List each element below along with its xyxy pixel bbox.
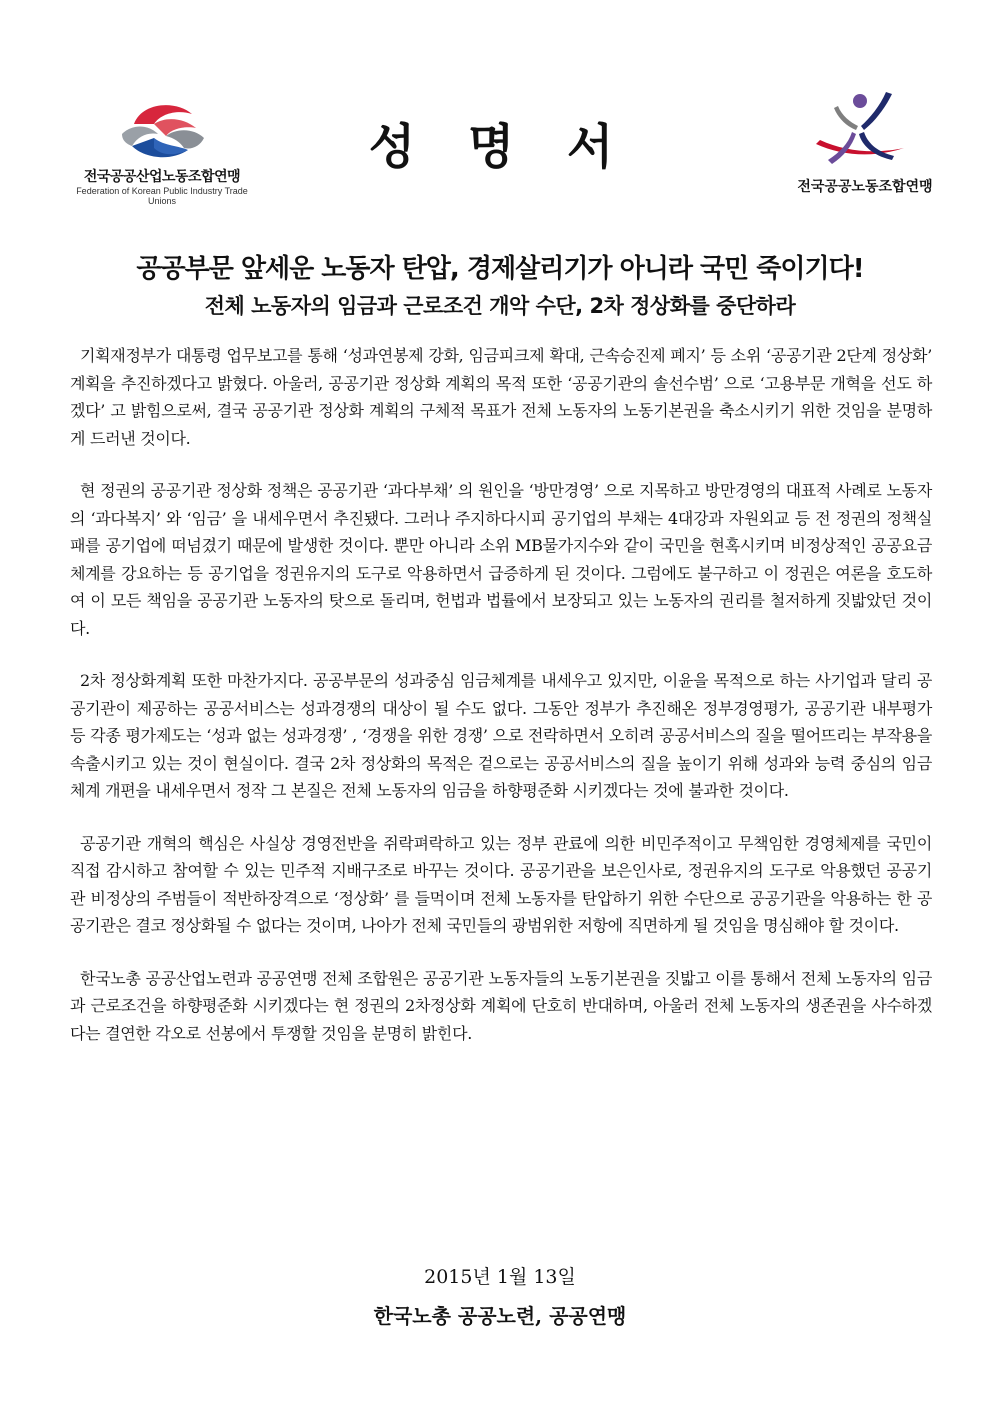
signatories: 한국노총 공공노련, 공공연맹	[373, 1304, 627, 1328]
right-org-name-ko: 전국공공노동조합연맹	[797, 179, 933, 195]
subheadline: 전체 노동자의 임금과 근로조건 개악 수단, 2차 정상화를 중단하라	[204, 294, 796, 318]
paragraph: 한국노총 공공산업노련과 공공연맹 전체 조합원은 공공기관 노동자들의 노동기본권을 짓밟고 이를 통해서 전체 노동자의 임금과 근로조건을 하향평준화 시키겠다는 현 정권의 2차정상화 계획에 단호히 반대하며, 아울러 전체 노동자의 생존권을 사수하겠다는 결연한 각오로 선봉에서 투쟁할 것임을 분명히 밝힌다.	[70, 968, 932, 1043]
page-title: 성 명 서	[368, 119, 632, 175]
left-org-name-ko: 전국공공산업노동조합연맹	[83, 169, 241, 185]
statement-body	[70, 342, 932, 1072]
headline: 공공부문 앞세운 노동자 탄압, 경제살리기가 아니라 국민 죽이기다!	[136, 254, 864, 284]
right-org-logo	[770, 92, 960, 212]
paragraph: 2차 정상화계획 또한 마찬가지다. 공공부문의 성과중심 임금체계를 내세우고 있지만, 이윤을 목적으로 하는 사기업과 달리 공공기관이 제공하는 공공서비스는 성과경쟁의 대상이 될 수도 없다. 그동안 정부가 추진해온 정부경영평가, 공공기관 내부평가 등 각종 평가제도는 ‘성과 없는 성과경쟁’ , ‘경쟁을 위한 경쟁’ 으로 전락하면서 오히려 공공서비스의 질을 떨어뜨리는 부작용을 속출시키고 있는 것이 현실이다. 결국 2차 정상화의 목적은 겉으로는 공공서비스의 질을 높이기 위해 성과와 능력 중심의 임금체계 개편을 내세우면서 정작 그 본질은 전체 노동자의 임금을 하향평준화 시키겠다는 것에 불과한 것이다.	[70, 671, 932, 800]
paragraph: 기획재정부가 대통령 업무보고를 통해 ‘성과연봉제 강화, 임금피크제 확대, 근속승진제 폐지’ 등 소위 ‘공공기관 2단계 정상화’ 계획을 추진하겠다고 밝혔다. 아울러, 공공기관 정상화 계획의 목적 또한 ‘공공기관의 솔선수범’ 으로 ‘고용부문 개혁을 선도 하겠다’ 고 밝힘으로써, 결국 공공기관 정상화 계획의 구체적 목표가 전체 노동자의 노동기본권을 축소시키기 위한 것임을 분명하게 드러낸 것이다.	[70, 346, 932, 448]
paragraph: 공공기관 개혁의 핵심은 사실상 경영전반을 쥐락펴락하고 있는 정부 관료에 의한 비민주적이고 무책임한 경영체제를 국민이 직접 감시하고 참여할 수 있는 민주적 지배구조로 바꾸는 것이다. 공공기관을 보은인사로, 정권유지의 도구로 악용했던 공공기관 비정상의 주범들이 적반하장격으로 ‘정상화’ 를 들먹이며 전체 노동자를 탄압하기 위한 수단으로 공공기관을 악용하는 한 공공기관은 결코 정상화될 수 없다는 것이며, 나아가 전체 국민들의 광범위한 저항에 직면하게 될 것임을 명심해야 할 것이다.	[70, 833, 932, 935]
statement-date: 2015년 1월 13일	[424, 1266, 576, 1288]
paragraph: 현 정권의 공공기관 정상화 정책은 공공기관 ‘과다부채’ 의 원인을 ‘방만경영’ 으로 지목하고 방만경영의 대표적 사례로 노동자의 ‘과다복지’ 와 ‘임금’ 을 내세우면서 추진됐다. 그러나 주지하다시피 공기업의 부채는 4대강과 자원외교 등 전 정권의 정책실패를 공기업에 떠넘겼기 때문에 발생한 것이다. 뿐만 아니라 소위 MB물가지수와 같이 국민을 현혹시키며 비정상적인 공공요금 체계를 강요하는 등 공기업을 정권유지의 도구로 악용하면서 급증하게 된 것이다. 그럼에도 불구하고 이 정권은 여론을 호도하여 이 모든 책임을 공공기관 노동자의 탓으로 돌리며, 헌법과 법률에서 보장되고 있는 노동자의 권리를 철저하게 짓밟았던 것이다.	[70, 481, 932, 638]
left-org-logo	[62, 98, 262, 208]
kptu-emblem-icon	[812, 92, 918, 178]
left-org-name-en: Federation of Korean Public Industry Trade Unions	[76, 186, 248, 206]
fkpu-emblem-icon	[114, 98, 210, 164]
